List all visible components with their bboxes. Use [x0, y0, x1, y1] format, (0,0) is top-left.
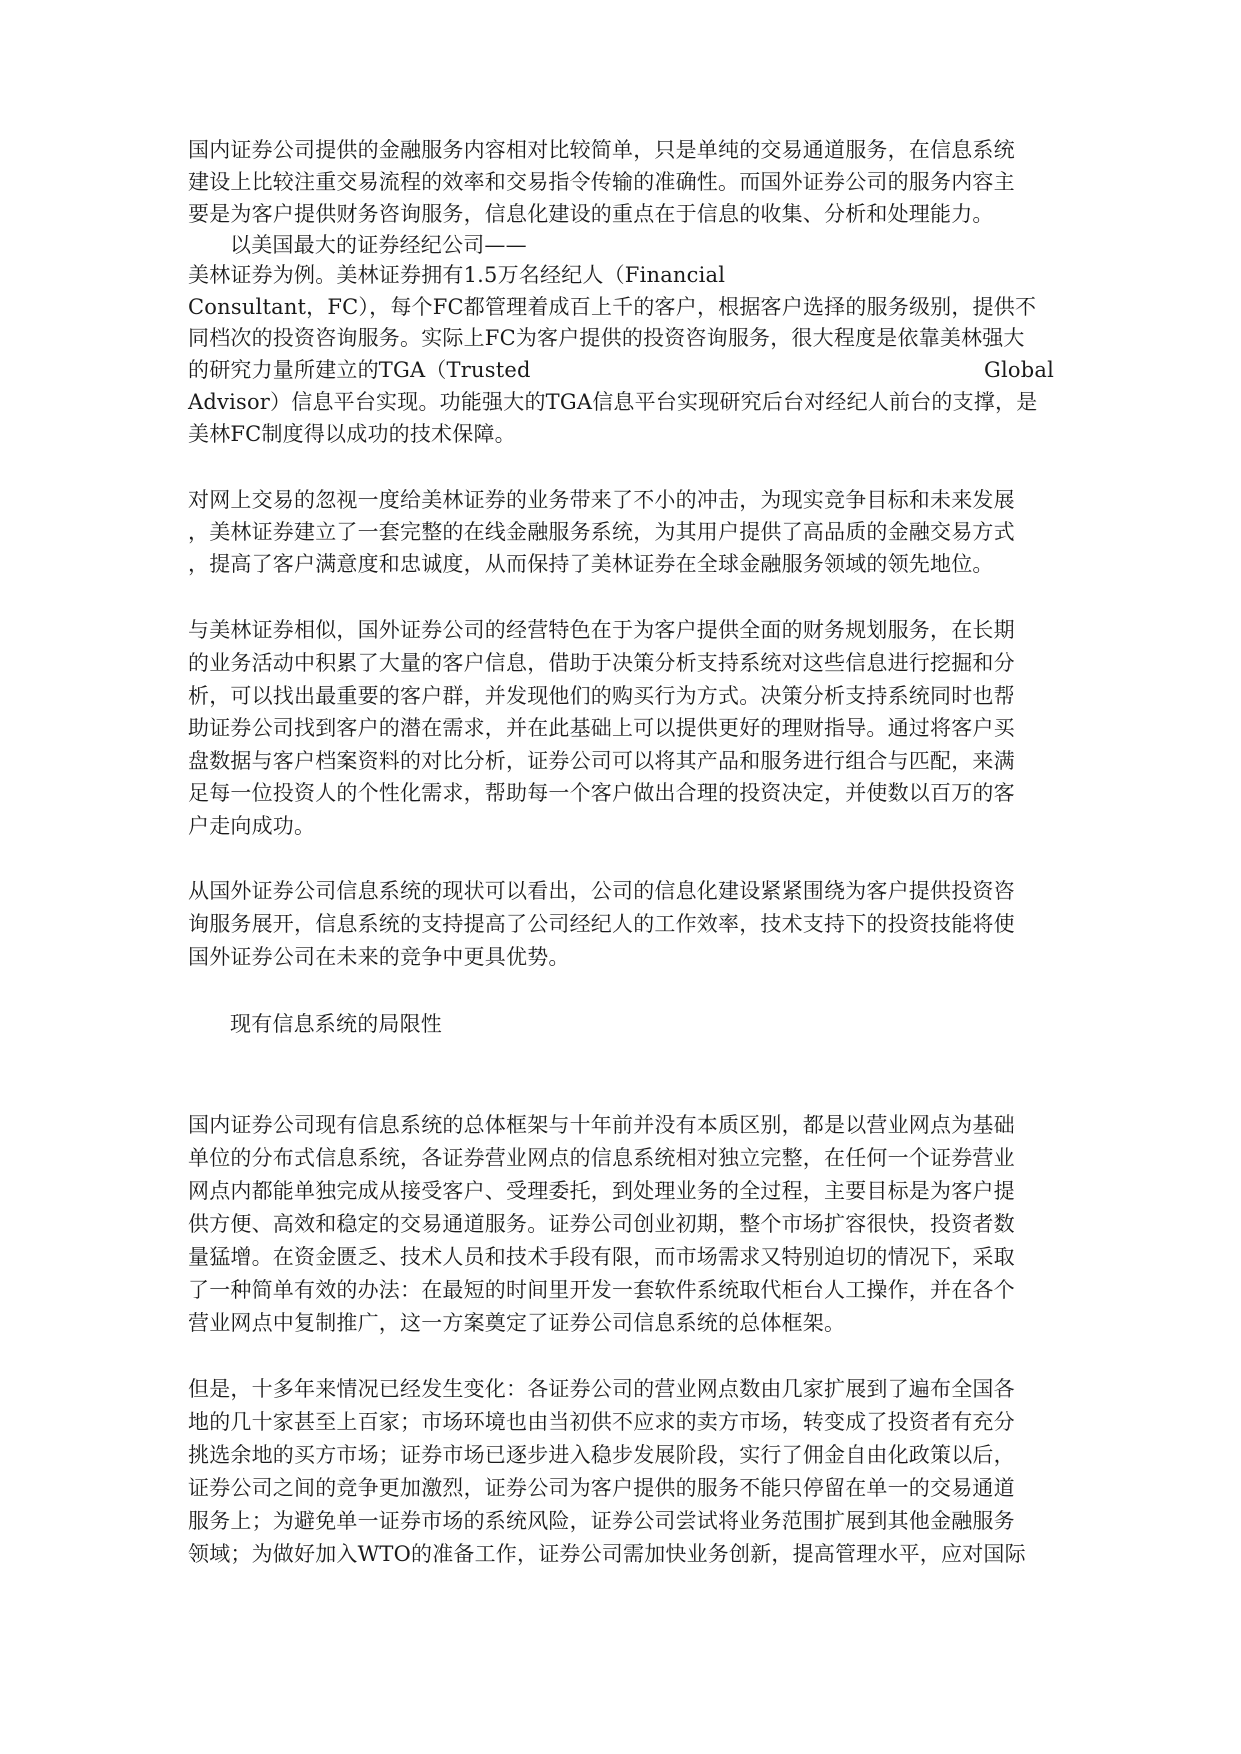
text-line: 从国外证券公司信息系统的现状可以看出，公司的信息化建设紧紧围绕为客户提供投资咨 [188, 879, 1015, 903]
text-line: 足每一位投资人的个性化需求，帮助每一个客户做出合理的投资决定，并使数以百万的客 [188, 781, 1015, 805]
text-line: 营业网点中复制推广，这一方案奠定了证券公司信息系统的总体框架。 [188, 1311, 846, 1335]
text-line: ，美林证券建立了一套完整的在线金融服务系统，为其用户提供了高品质的金融交易方式 [188, 520, 1015, 544]
text-line: 了一种简单有效的办法：在最短的时间里开发一套软件系统取代柜台人工操作，并在各个 [188, 1278, 1015, 1302]
text-line: 单位的分布式信息系统，各证券营业网点的信息系统相对独立完整，在任何一个证券营业 [188, 1146, 1015, 1170]
text-line: 助证券公司找到客户的潜在需求，并在此基础上可以提供更好的理财指导。通过将客户买 [188, 716, 1015, 740]
text-line: 量猛增。在资金匮乏、技术人员和技术手段有限，而市场需求又特别迫切的情况下，采取 [188, 1245, 1015, 1269]
text-line: 网点内都能单独完成从接受客户、受理委托，到处理业务的全过程，主要目标是为客户提 [188, 1179, 1015, 1203]
text-line: 领域；为做好加入WTO的准备工作，证券公司需加快业务创新，提高管理水平，应对国际 [188, 1542, 1026, 1566]
text-line: 地的几十家甚至上百家；市场环境也由当初供不应求的卖方市场，转变成了投资者有充分 [188, 1410, 1015, 1434]
text-line: Consultant，FC），每个FC都管理着成百上千的客户，根据客户选择的服务级别，提供不 [188, 295, 1037, 319]
text-fragment: 的研究力量所建立的TGA（Trusted [188, 358, 531, 382]
text-line: 询服务展开，信息系统的支持提高了公司经纪人的工作效率，技术支持下的投资技能将使 [188, 912, 1015, 936]
text-fragment: Global [983, 358, 1054, 382]
text-line: 同档次的投资咨询服务。实际上FC为客户提供的投资咨询服务，很大程度是依靠美林强大 [188, 326, 1025, 350]
text-line: 的业务活动中积累了大量的客户信息，借助于决策分析支持系统对这些信息进行挖掘和分 [188, 651, 1015, 675]
section-heading: 现有信息系统的局限性 [230, 1012, 442, 1036]
text-line: 服务上；为避免单一证券市场的系统风险，证券公司尝试将业务范围扩展到其他金融服务 [188, 1509, 1015, 1533]
text-line: 与美林证券相似，国外证券公司的经营特色在于为客户提供全面的财务规划服务，在长期 [188, 618, 1015, 642]
text-line: Advisor）信息平台实现。功能强大的TGA信息平台实现研究后台对经纪人前台的支撑，是 [188, 390, 1038, 414]
text-line: 美林FC制度得以成功的技术保障。 [188, 422, 516, 446]
text-line-justified [188, 355, 1054, 385]
text-line: 但是，十多年来情况已经发生变化：各证券公司的营业网点数由几家扩展到了遍布全国各 [188, 1377, 1015, 1401]
text-line: 以美国最大的证券经纪公司—— [230, 233, 527, 257]
text-line: 盘数据与客户档案资料的对比分析，证券公司可以将其产品和服务进行组合与匹配，来满 [188, 749, 1015, 773]
text-line: ，提高了客户满意度和忠诚度，从而保持了美林证券在全球金融服务领域的领先地位。 [188, 552, 994, 576]
text-line: 国内证券公司提供的金融服务内容相对比较简单，只是单纯的交易通道服务，在信息系统 [188, 138, 1015, 162]
text-line: 要是为客户提供财务咨询服务，信息化建设的重点在于信息的收集、分析和处理能力。 [188, 202, 994, 226]
text-line: 国外证券公司在未来的竞争中更具优势。 [188, 945, 570, 969]
text-line: 挑选余地的买方市场；证券市场已逐步进入稳步发展阶段，实行了佣金自由化政策以后， [188, 1443, 1015, 1467]
text-line: 对网上交易的忽视一度给美林证券的业务带来了不小的冲击，为现实竞争目标和未来发展 [188, 488, 1015, 512]
text-line: 建设上比较注重交易流程的效率和交易指令传输的准确性。而国外证券公司的服务内容主 [188, 170, 1015, 194]
text-line: 证券公司之间的竞争更加激烈，证券公司为客户提供的服务不能只停留在单一的交易通道 [188, 1476, 1015, 1500]
text-line: 美林证券为例。美林证券拥有1.5万名经纪人（Financial [188, 263, 726, 287]
text-line: 析，可以找出最重要的客户群，并发现他们的购买行为方式。决策分析支持系统同时也帮 [188, 684, 1015, 708]
text-line: 户走向成功。 [188, 814, 316, 838]
text-line: 供方便、高效和稳定的交易通道服务。证券公司创业初期，整个市场扩容很快，投资者数 [188, 1212, 1015, 1236]
text-line: 国内证券公司现有信息系统的总体框架与十年前并没有本质区别，都是以营业网点为基础 [188, 1113, 1015, 1137]
